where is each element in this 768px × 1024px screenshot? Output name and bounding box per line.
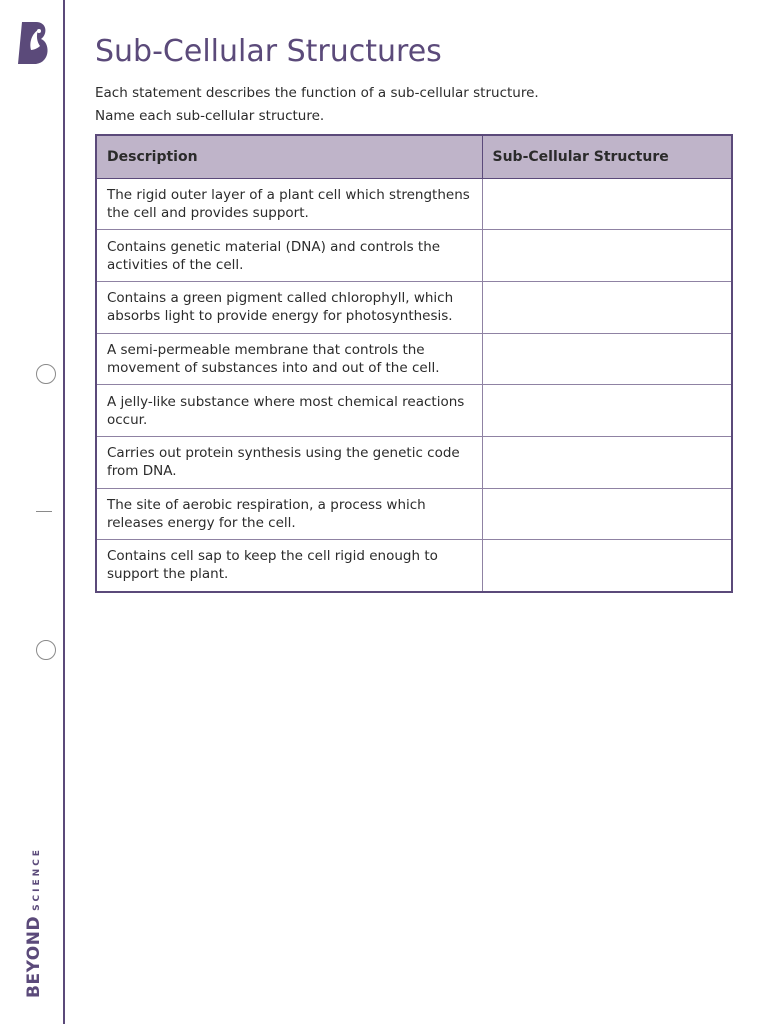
page-title: Sub-Cellular Structures	[95, 34, 442, 69]
table-row	[96, 333, 732, 385]
brand-name: BEYOND	[24, 915, 44, 998]
description-cell: A jelly-like substance where most chemical reactions occur.	[96, 385, 482, 437]
beyond-b-logo-icon	[14, 20, 52, 66]
instruction-line-1: Each statement describes the function of a sub-cellular structure.	[95, 85, 539, 101]
table-row	[96, 281, 732, 333]
instructions	[95, 82, 539, 128]
table-row	[96, 385, 732, 437]
answer-cell[interactable]	[482, 333, 732, 385]
description-cell: Carries out protein synthesis using the genetic code from DNA.	[96, 436, 482, 488]
table-row	[96, 178, 732, 230]
instruction-line-2: Name each sub-cellular structure.	[95, 108, 325, 124]
structures-table	[95, 134, 733, 593]
margin-line	[63, 0, 65, 1024]
answer-cell[interactable]	[482, 436, 732, 488]
answer-cell[interactable]	[482, 385, 732, 437]
table-row	[96, 436, 732, 488]
brand-subname: SCIENCE	[32, 847, 42, 911]
table-header-row	[96, 135, 732, 178]
header-description: Description	[96, 135, 482, 178]
brand-wordmark	[24, 847, 44, 998]
table-row	[96, 488, 732, 540]
description-cell: Contains cell sap to keep the cell rigid enough to support the plant.	[96, 540, 482, 592]
punch-hole-upper	[36, 364, 56, 384]
fold-mark	[36, 511, 52, 512]
description-cell: A semi-permeable membrane that controls the movement of substances into and out of the cell.	[96, 333, 482, 385]
header-structure: Sub-Cellular Structure	[482, 135, 732, 178]
description-cell: Contains a green pigment called chlorophyll, which absorbs light to provide energy for photosynthesis.	[96, 281, 482, 333]
description-cell: Contains genetic material (DNA) and controls the activities of the cell.	[96, 230, 482, 282]
answer-cell[interactable]	[482, 540, 732, 592]
punch-hole-lower	[36, 640, 56, 660]
answer-cell[interactable]	[482, 488, 732, 540]
description-cell: The rigid outer layer of a plant cell which strengthens the cell and provides support.	[96, 178, 482, 230]
answer-cell[interactable]	[482, 281, 732, 333]
description-cell: The site of aerobic respiration, a process which releases energy for the cell.	[96, 488, 482, 540]
table-row	[96, 230, 732, 282]
table-row	[96, 540, 732, 592]
answer-cell[interactable]	[482, 178, 732, 230]
answer-cell[interactable]	[482, 230, 732, 282]
